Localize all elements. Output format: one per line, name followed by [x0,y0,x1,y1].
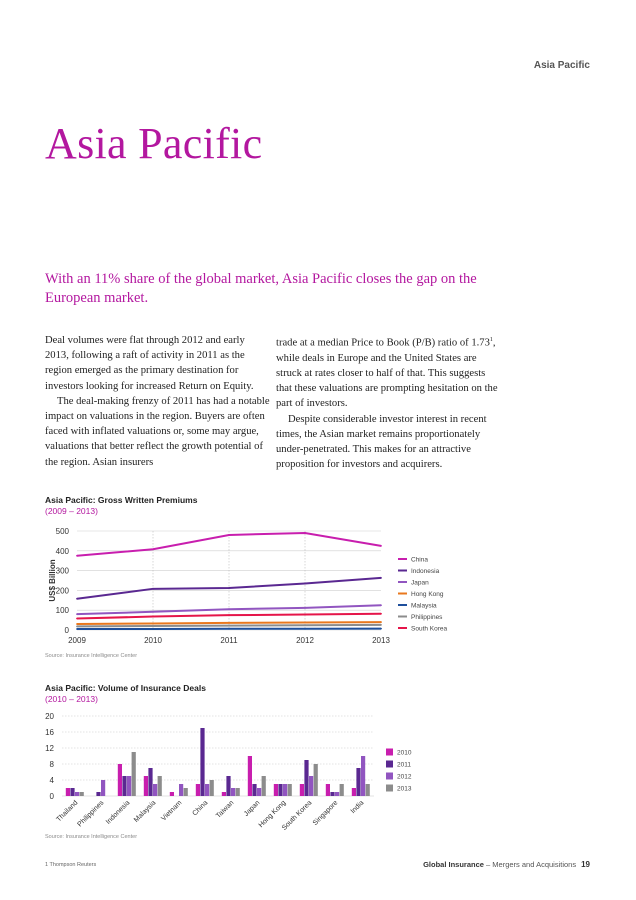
y-tick-label: 500 [55,527,69,536]
bar-japan-2012 [257,788,261,796]
bar-taiwan-2013 [236,788,240,796]
bar-indonesia-2012 [127,776,131,796]
bar-singapore-2011 [330,792,334,796]
bar-india-2010 [352,788,356,796]
bar-south-korea-2012 [309,776,313,796]
chart1-source: Source: Insurance Intelligence Center [45,653,138,659]
data-point [76,618,78,620]
x-tick-label: 2009 [68,636,86,645]
data-point [228,622,230,624]
data-point [152,628,154,630]
deals-bar-chart [0,706,636,834]
y-tick-label: 4 [49,776,54,785]
x-tick-label: Taiwan [215,799,236,820]
bar-philippines-2012 [101,780,105,796]
x-tick-label: South Korea [280,799,314,832]
footnote: 1 Thompson Reuters [45,862,97,868]
footer-topic: Mergers and Acquisitions [492,860,577,869]
data-point [304,532,306,534]
data-point [380,624,382,626]
bar-india-2013 [366,784,370,796]
chart2-title: Asia Pacific: Volume of Insurance Deals [45,683,206,693]
bar-indonesia-2011 [122,776,126,796]
body-column-right [276,333,502,472]
x-tick-label: Philippines [76,799,106,829]
data-point [228,625,230,627]
x-tick-label: Singapore [311,799,340,827]
bar-thailand-2013 [80,792,84,796]
data-point [152,588,154,590]
data-point [76,613,78,615]
bar-south-korea-2013 [314,764,318,796]
bar-hong-kong-2013 [288,784,292,796]
bar-china-2010 [196,784,200,796]
y-tick-label: 0 [64,626,69,635]
data-point [304,622,306,624]
x-tick-label: 2011 [220,636,238,645]
data-point [380,604,382,606]
bar-malaysia-2013 [158,776,162,796]
body-paragraph [276,333,502,412]
body-column-left [45,333,271,470]
y-tick-label: 12 [45,744,54,753]
legend-label: Malaysia [411,602,437,610]
data-point [76,598,78,600]
data-point [228,614,230,616]
bar-hong-kong-2010 [274,784,278,796]
legend-swatch [386,785,393,792]
page-footer [423,860,590,869]
bar-thailand-2011 [70,788,74,796]
data-point [76,626,78,628]
chart2-source: Source: Insurance Intelligence Center [45,834,138,840]
y-tick-label: 16 [45,728,54,737]
data-point [152,616,154,618]
data-point [380,613,382,615]
legend-label: Japan [411,579,429,587]
bar-vietnam-2012 [179,784,183,796]
data-point [380,577,382,579]
bar-singapore-2012 [335,792,339,796]
legend-label: 2012 [397,773,412,781]
legend-swatch [386,773,393,780]
x-tick-label: Hong Kong [257,799,288,830]
legend-label: Philippines [411,614,443,621]
footer-brand: Global Insurance [423,860,484,869]
bar-vietnam-2010 [170,792,174,796]
data-point [76,628,78,630]
bar-taiwan-2012 [231,788,235,796]
body-text: trade at a median Price to Book (P/B) ratio of 1.73 [276,337,490,349]
bar-india-2012 [361,756,365,796]
bar-malaysia-2011 [148,768,152,796]
data-point [380,628,382,630]
data-point [152,623,154,625]
data-point [152,548,154,550]
page-title: Asia Pacific [45,119,263,168]
lead-paragraph: With an 11% share of the global market, Asia Pacific closes the gap on the European market. [45,271,477,306]
bar-south-korea-2011 [304,760,308,796]
data-point [304,607,306,609]
x-tick-label: 2013 [372,636,390,645]
legend-swatch [386,749,393,756]
bar-malaysia-2012 [153,784,157,796]
data-point [304,614,306,616]
bar-thailand-2010 [66,788,70,796]
y-tick-label: 200 [55,586,69,596]
x-tick-label: India [349,799,366,816]
bar-philippines-2011 [96,792,100,796]
bar-hong-kong-2012 [283,784,287,796]
chart2-subtitle: (2010 – 2013) [45,694,98,704]
y-tick-label: 300 [55,566,69,576]
bar-china-2013 [210,780,214,796]
footnote-ref: 1 [489,337,493,343]
legend-label: South Korea [411,625,448,633]
page-number: 19 [581,860,590,869]
bar-china-2011 [200,728,204,796]
data-point [304,583,306,585]
y-tick-label: 8 [49,760,54,769]
bar-indonesia-2010 [118,764,122,796]
bar-vietnam-2013 [184,788,188,796]
x-tick-label: 2010 [144,636,162,645]
bar-south-korea-2010 [300,784,304,796]
gwp-line-chart [0,520,636,650]
data-point [304,624,306,626]
data-point [76,623,78,625]
x-tick-label: Vietnam [160,799,184,823]
bar-japan-2011 [252,784,256,796]
legend-label: 2013 [397,785,412,793]
bar-singapore-2010 [326,784,330,796]
bar-taiwan-2010 [222,792,226,796]
data-point [76,555,78,557]
data-point [152,611,154,613]
y-tick-label: 400 [55,546,69,556]
bar-india-2011 [356,768,360,796]
x-tick-label: 2012 [296,636,314,645]
body-paragraph: The deal-making frenzy of 2011 has had a notable impact on valuations in the region. Buyers are often faced with inflated valuations or, some may argue, valuations that better reflect the growth potential of the region. Asian insurers [45,395,270,468]
data-point [304,628,306,630]
y-tick-label: 100 [55,606,69,616]
x-tick-label: Indonesia [104,799,132,826]
legend-swatch [386,761,393,768]
running-header: Asia Pacific [533,60,590,71]
legend-label: Indonesia [411,568,440,575]
body-paragraph: Despite considerable investor interest in recent times, the Asian market remains proportionately under-penetrated. This makes for an attractive proposition for investors and acquirers. [276,413,487,471]
data-point [228,628,230,630]
bar-taiwan-2011 [226,776,230,796]
legend-label: China [411,556,428,564]
data-point [228,587,230,589]
x-tick-label: Japan [242,799,262,818]
bar-singapore-2013 [340,784,344,796]
bar-thailand-2012 [75,792,79,796]
body-text: , while deals in Europe and the United States are struck at rates closer to half of that. This suggests that these valuations are prompting hesitation on the part of investors. [276,337,498,410]
body-paragraph: Deal volumes were flat through 2012 and early 2013, following a raft of activity in 2011 as the region emerged as the primary destination for investors looking for increased Return on Equity. [45,335,254,392]
legend-label: 2011 [397,761,411,769]
legend-label: Hong Kong [411,591,444,598]
chart1-subtitle: (2009 – 2013) [45,506,98,516]
x-tick-label: Malaysia [132,799,158,824]
y-tick-label: 0 [49,792,54,801]
data-point [228,608,230,610]
chart1-title: Asia Pacific: Gross Written Premiums [45,495,198,505]
legend-label: 2010 [397,749,412,757]
data-point [152,625,154,627]
data-point [228,534,230,536]
y-tick-label: 20 [45,712,54,721]
bar-indonesia-2013 [132,752,136,796]
bar-malaysia-2010 [144,776,148,796]
y-axis-label: US$ Billion [48,559,57,602]
data-point [380,621,382,623]
x-tick-label: Thailand [55,799,80,824]
x-tick-label: China [191,799,210,818]
bar-china-2012 [205,784,209,796]
bar-japan-2013 [262,776,266,796]
data-point [380,545,382,547]
bar-japan-2010 [248,756,252,796]
bar-hong-kong-2011 [278,784,282,796]
footer-separator: – [483,860,493,869]
